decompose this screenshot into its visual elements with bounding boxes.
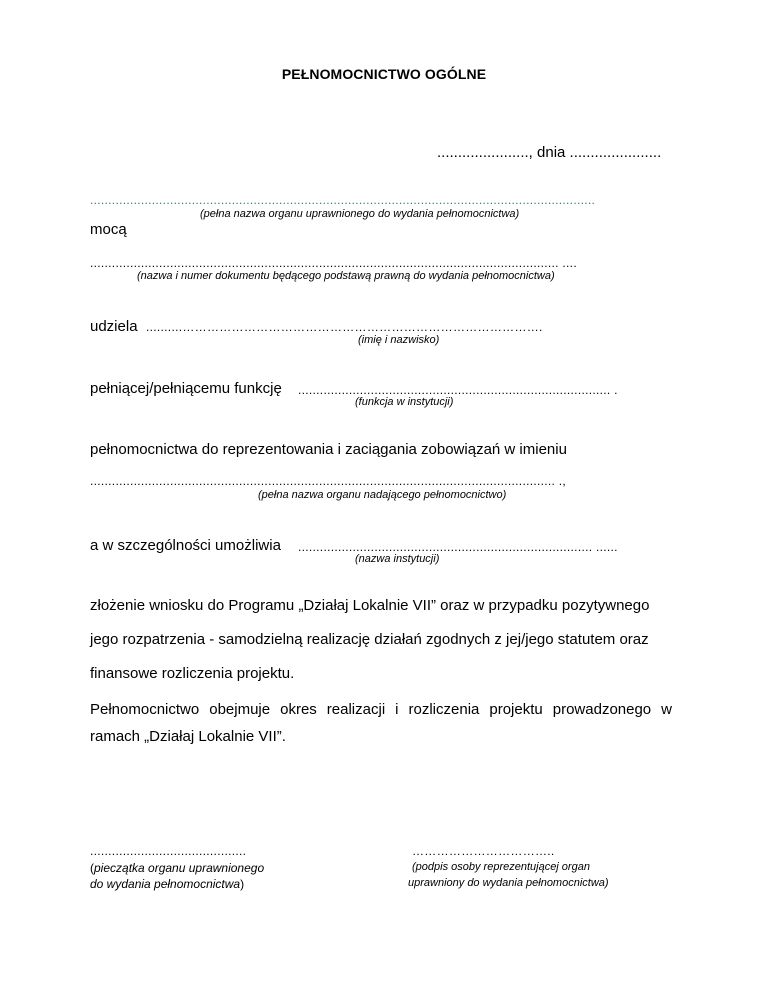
organ-name-caption: (pełna nazwa organu uprawnionego do wydania pełnomocnictwa) (200, 208, 520, 220)
represent-text: pełnomocnictwa do reprezentowania i zaciągania zobowiązań w imieniu (90, 441, 567, 458)
paragraph-line-3: finansowe rozliczenia projektu. (90, 665, 295, 682)
legal-basis-field: ................................................................................................................................. .... (90, 256, 577, 270)
signature-caption-line-2: uprawniony do wydania pełnomocnictwa) (408, 877, 609, 889)
paragraph-line-2: jego rozpatrzenia - samodzielną realizację działań zgodnych z jej/jego statutem oraz (90, 631, 649, 648)
moca-label: mocą (90, 221, 127, 238)
stamp-caption-line-1: (pieczątka organu uprawnionego (90, 861, 265, 875)
grants-label: udziela (90, 318, 138, 335)
legal-basis-caption: (nazwa i numer dokumentu będącego podstawą prawną do wydania pełnomocnictwa) (137, 270, 555, 282)
institution-field: ................................................................................. ...... (298, 540, 618, 554)
signature-caption-line-1: (podpis osoby reprezentującej organ (412, 861, 590, 873)
stamp-caption-line-2: do wydania pełnomocnictwa) (90, 877, 245, 891)
granting-organ-caption: (pełna nazwa organu nadającego pełnomocnictwo) (258, 489, 507, 501)
organ-name-field: ........................................................................................................................................... (90, 193, 596, 207)
scope-paragraph: Pełnomocnictwo obejmuje okres realizacji i rozliczenia projektu prowadzonego w ramach „Działaj Lokalnie VII”. (90, 701, 672, 745)
institution-caption: (nazwa instytucji) (355, 553, 440, 565)
place-date-line: ......................, dnia ...................... (437, 144, 662, 161)
function-caption: (funkcja w instytucji) (355, 396, 454, 408)
particular-label: a w szczególności umożliwia (90, 537, 281, 554)
function-field: ...................................................................................... . (298, 383, 618, 397)
grantee-name-field: ..........……………………………………………………………………………. (146, 320, 543, 334)
paragraph-line-1: złożenie wniosku do Programu „Działaj Lokalnie VII” oraz w przypadku pozytywnego (90, 597, 650, 614)
grantee-name-caption: (imię i nazwisko) (358, 334, 440, 346)
signature-field: …………………………….. (412, 844, 555, 858)
granting-organ-field: ................................................................................................................................ ., (90, 474, 567, 488)
document-title: PEŁNOMOCNICTWO OGÓLNE (281, 66, 487, 82)
stamp-field: ........................................... (90, 844, 247, 858)
function-label: pełniącej/pełniącemu funkcję (90, 380, 282, 397)
